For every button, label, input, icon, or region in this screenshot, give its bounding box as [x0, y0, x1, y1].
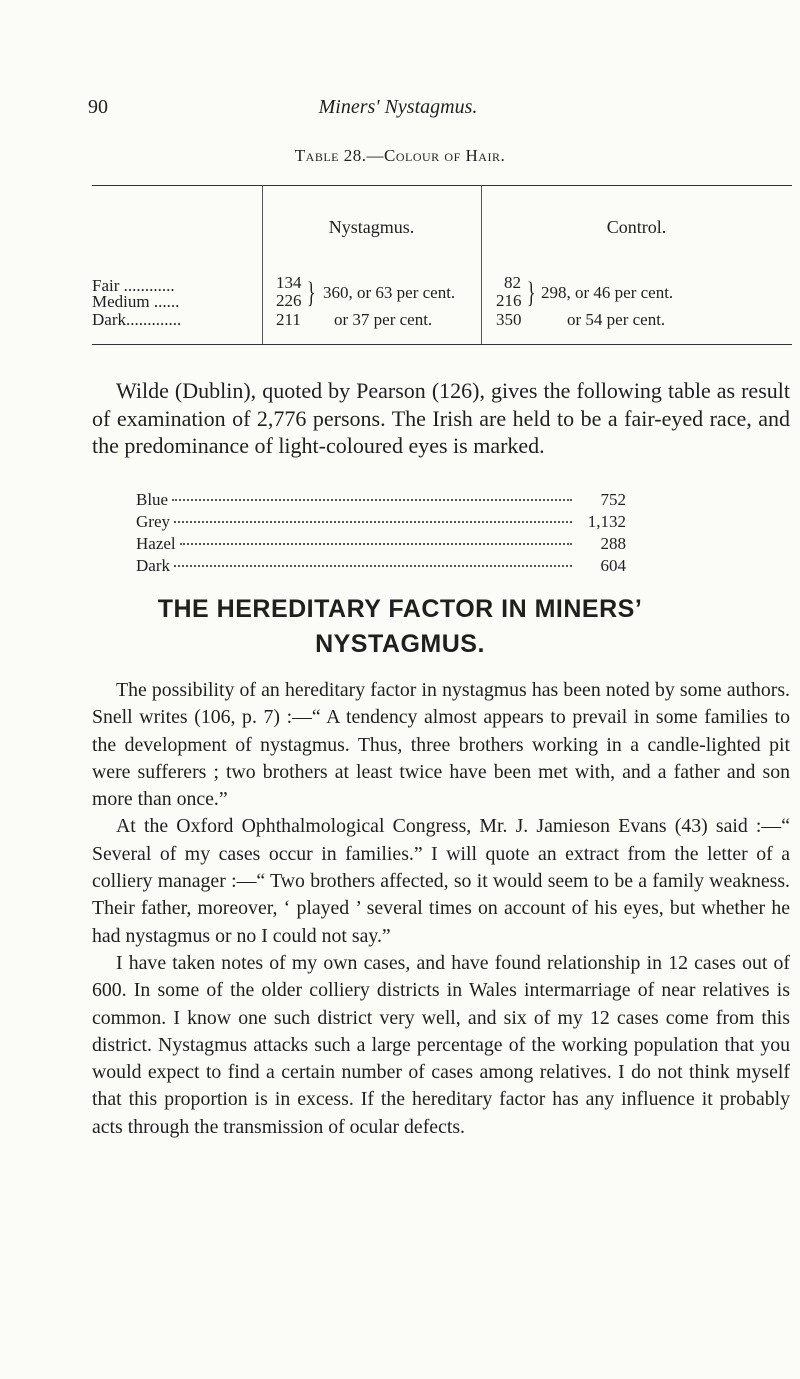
- nystagmus-fair-medium-total: 360, or 63 per cent.: [323, 283, 456, 302]
- table-bottom-rule: [92, 344, 792, 345]
- row-label-fair: Fair ............: [92, 276, 175, 295]
- row-label-medium: Medium ......: [92, 292, 180, 311]
- dot-leader: [180, 543, 572, 545]
- list-item: [136, 511, 626, 533]
- list-item: [136, 489, 626, 511]
- nystagmus-fair-count: 134: [276, 273, 302, 292]
- control-dark-count: 350: [496, 310, 522, 329]
- eye-colour-count: 752: [600, 490, 626, 509]
- eye-colour-label: Grey: [136, 512, 170, 531]
- eye-colour-label: Dark: [136, 556, 170, 575]
- hair-colour-table: [92, 185, 792, 345]
- table-caption: Table 28.—Colour of Hair.: [294, 146, 506, 165]
- column-header-control: Control.: [606, 217, 667, 237]
- body-text: [92, 677, 790, 1141]
- control-dark-percent: or 54 per cent.: [567, 310, 666, 329]
- section-heading-line: THE HEREDITARY FACTOR IN MINERS’: [157, 595, 643, 623]
- page-header: [88, 96, 708, 126]
- column-header-nystagmus: Nystagmus.: [328, 217, 415, 237]
- control-fair-count: 82: [504, 273, 521, 292]
- running-title: Miners' Nystagmus.: [318, 96, 478, 118]
- paragraph-text: I have taken notes of my own cases, and have found relationship in 12 cases out of 600. In some of the older colliery districts in Wales intermarriage of near relatives is common. I know one such district very well, and six of my 12 cases come from this district. Nystagmus attacks such a large percentage of the working population that you would expect to find a certain number of cases among relatives. I do not think myself that this proportion is in excess. If the hereditary factor has any influence it probably acts through the transmission of ocular defects.: [92, 951, 790, 1138]
- brace-glyph: }: [526, 276, 536, 309]
- section-heading-line: NYSTAGMUS.: [315, 630, 485, 658]
- dot-leader: [174, 565, 572, 567]
- row-label-dark: Dark.............: [92, 310, 182, 329]
- table-top-rule: [92, 185, 792, 186]
- control-medium-count: 216: [496, 291, 522, 310]
- eye-colour-count: 288: [600, 534, 626, 553]
- nystagmus-medium-count: 226: [276, 291, 302, 310]
- paragraph-text: At the Oxford Ophthalmological Congress, Mr. J. Jamieson Evans (43) said :—“ Several of my cases occur in families.” I will quote an extract from the letter of a colliery manager :—“ Two brothers affected, so it would seem to be a family weakness. Their father, moreover, ‘ played ’ several times on account of his eyes, but whether he had nystagmus or no I could not say.”: [92, 815, 790, 947]
- column-divider: [481, 185, 482, 344]
- eye-colour-list: [136, 489, 626, 577]
- paragraph-text: Wilde (Dublin), quoted by Pearson (126), gives the following table as result of examination of 2,776 persons. The Irish are held to be a fair-eyed race, and the predominance of light-coloured eyes is marked.: [92, 378, 790, 458]
- control-fair-medium-total: 298, or 46 per cent.: [541, 283, 674, 302]
- page-number: 90: [88, 96, 108, 118]
- eye-colour-count: 1,132: [587, 512, 626, 531]
- dot-leader: [172, 499, 572, 501]
- eye-colour-label: Blue: [136, 490, 169, 509]
- eye-colour-count: 604: [600, 556, 626, 575]
- nystagmus-dark-percent: or 37 per cent.: [334, 310, 433, 329]
- nystagmus-dark-count: 211: [276, 310, 301, 329]
- wilde-paragraph: [92, 377, 790, 460]
- list-item: [136, 533, 626, 555]
- paragraph-text: The possibility of an hereditary factor in nystagmus has been noted by some authors. Snell writes (106, p. 7) :—“ A tendency almost appears to prevail in some families to the development of nystagmus. Thus, three brothers working in a candle-lighted pit were sufferers ; two brothers at least twice have been met with, and a father and son more than once.”: [92, 679, 790, 811]
- eye-colour-label: Hazel: [136, 534, 176, 553]
- column-divider: [262, 185, 263, 344]
- dot-leader: [174, 521, 572, 523]
- list-item: [136, 555, 626, 577]
- section-heading: [0, 592, 800, 662]
- brace-glyph: }: [306, 276, 316, 309]
